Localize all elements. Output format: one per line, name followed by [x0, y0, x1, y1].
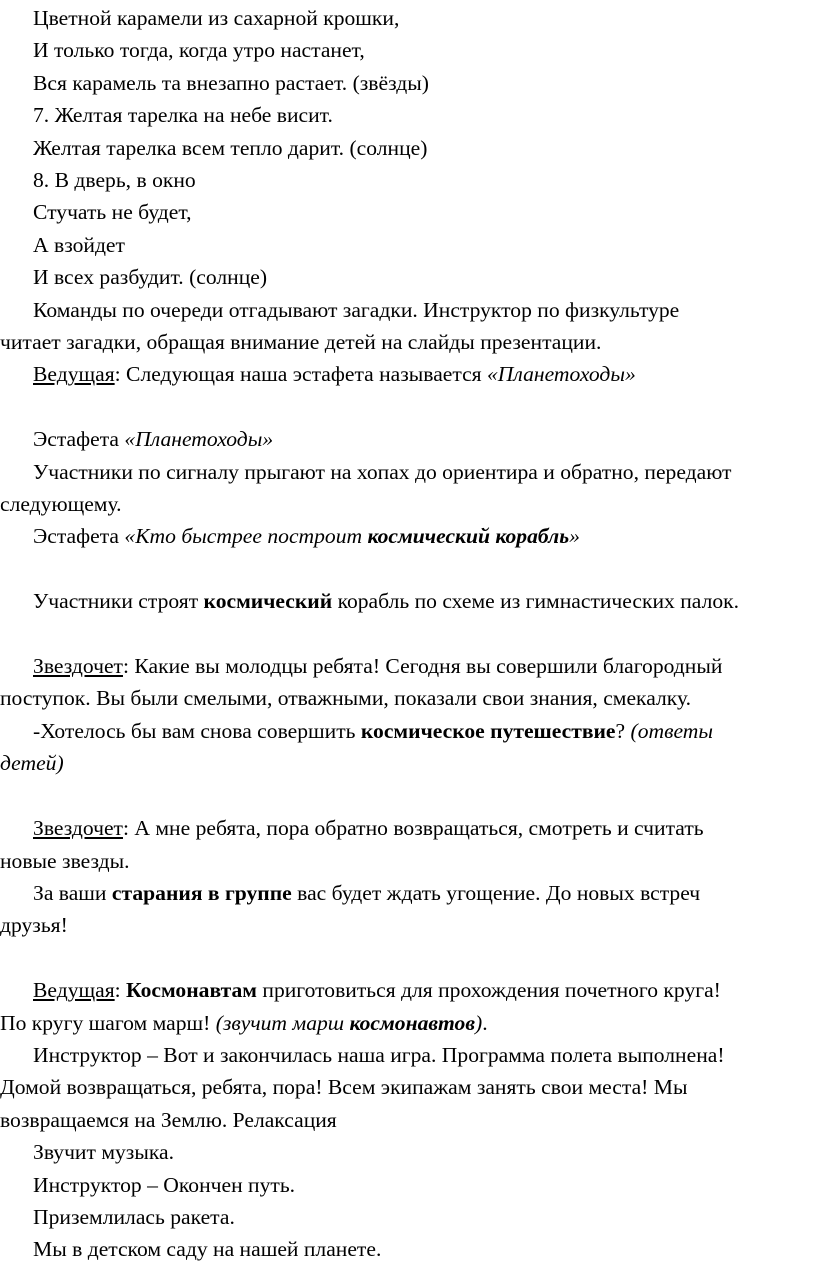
text-run: новые звезды. [0, 848, 130, 873]
text-line [0, 1007, 816, 1039]
empty-paragraph [0, 942, 816, 974]
text-run: корабль по схеме из гимнастических палок. [332, 589, 740, 614]
text-line [0, 1039, 816, 1071]
text-run: : [114, 978, 127, 1003]
text-run: : Какие вы молодцы ребята! Сегодня вы совершили благородный [122, 654, 723, 679]
text-run: Мы в детском саду на нашей планете. [33, 1237, 382, 1262]
text-line [0, 1104, 816, 1136]
text-line [0, 845, 816, 877]
paragraph [0, 585, 816, 617]
speaker-label: Ведущая [33, 362, 115, 387]
text-run: ? [615, 718, 631, 743]
text-run: Желтая тарелка всем тепло дарит. (солнце) [33, 135, 428, 160]
text-line [0, 1201, 816, 1233]
text-line [0, 358, 816, 390]
paragraph [0, 650, 816, 715]
text-run: космическое путешествие [360, 718, 616, 743]
paragraph [0, 423, 816, 455]
text-line [0, 423, 816, 455]
paragraph [0, 1136, 816, 1168]
text-line [0, 488, 816, 520]
paragraph [0, 132, 816, 164]
text-run: Эстафета [33, 524, 125, 549]
text-line [0, 229, 816, 261]
text-run: Приземлилась ракета. [33, 1204, 235, 1229]
text-run: «Планетоходы» [487, 362, 636, 387]
text-run: Космонавтам [126, 978, 257, 1003]
paragraph [0, 164, 816, 196]
paragraph [0, 812, 816, 877]
text-line [0, 99, 816, 131]
paragraph [0, 294, 816, 359]
paragraph [0, 229, 816, 261]
text-run: Эстафета [33, 427, 125, 452]
text-run: И только тогда, когда утро настанет, [33, 38, 365, 63]
text-run: -Хотелось бы вам снова совершить [33, 718, 361, 743]
text-run: : А мне ребята, пора обратно возвращаться, смотреть и считать [122, 816, 704, 841]
empty-paragraph [0, 780, 816, 812]
text-line [0, 682, 816, 714]
text-line [0, 974, 816, 1006]
text-run: друзья! [0, 913, 68, 938]
text-line [0, 520, 816, 552]
text-line [0, 585, 816, 617]
paragraph [0, 974, 816, 1039]
text-run: Участники по сигналу прыгают на хопах до ориентира и обратно, передают [33, 459, 732, 484]
text-run: По кругу шагом марш! [0, 1010, 216, 1035]
text-line [0, 747, 816, 779]
text-line [0, 456, 816, 488]
text-run: . [482, 1010, 488, 1035]
empty-paragraph [0, 618, 816, 650]
text-run: поступок. Вы были смелыми, отважными, показали свои знания, смекалку. [0, 686, 691, 711]
text-line [0, 650, 816, 682]
text-line [0, 261, 816, 293]
text-run: вас будет ждать угощение. До новых встреч [291, 880, 701, 905]
text-run: За ваши [33, 880, 112, 905]
text-run: Участники строят [33, 589, 204, 614]
text-line [0, 1136, 816, 1168]
text-line [0, 909, 816, 941]
text-run: Инструктор – Окончен путь. [33, 1172, 296, 1197]
empty-paragraph [0, 391, 816, 423]
text-line [0, 132, 816, 164]
text-run: читает загадки, обращая внимание детей на слайды презентации. [0, 330, 602, 355]
text-line [0, 1169, 816, 1201]
text-run: Стучать не будет, [33, 200, 192, 225]
text-run: возвращаемся на Землю. Релаксация [0, 1107, 337, 1132]
text-run: А взойдет [33, 232, 125, 257]
paragraph [0, 1233, 816, 1265]
text-run: 8. В дверь, в окно [33, 168, 196, 193]
text-run: приготовиться для прохождения почетного круга! [256, 978, 721, 1003]
text-run: «Планетоходы» [124, 427, 274, 452]
paragraph [0, 99, 816, 131]
text-line [0, 877, 816, 909]
text-run: (ответы [630, 718, 713, 743]
text-run: Цветной карамели из сахарной крошки, [33, 6, 400, 30]
text-line [0, 2, 816, 34]
text-run: следующему. [0, 492, 122, 517]
text-run: Инструктор – Вот и закончилась наша игра. Программа полета выполнена! [33, 1042, 725, 1067]
text-run: » [569, 524, 580, 549]
text-line [0, 164, 816, 196]
text-run: космонавтов [349, 1010, 475, 1035]
paragraph [0, 1169, 816, 1201]
paragraph [0, 261, 816, 293]
paragraph [0, 715, 816, 780]
paragraph [0, 67, 816, 99]
paragraph [0, 358, 816, 390]
text-line [0, 326, 816, 358]
paragraph [0, 34, 816, 66]
speaker-label: Ведущая [33, 978, 115, 1003]
paragraph [0, 456, 816, 521]
paragraph [0, 1039, 816, 1136]
text-run: детей) [0, 751, 64, 776]
text-run: (звучит марш [215, 1010, 350, 1035]
text-line [0, 67, 816, 99]
empty-paragraph [0, 553, 816, 585]
text-run: 7. Желтая тарелка на небе висит. [33, 103, 333, 128]
text-line [0, 1233, 816, 1265]
text-run: космический корабль [367, 524, 570, 549]
text-run: старания в группе [111, 880, 292, 905]
paragraph [0, 196, 816, 228]
text-line [0, 812, 816, 844]
paragraph [0, 1201, 816, 1233]
text-run: Домой возвращаться, ребята, пора! Всем экипажам занять свои места! Мы [0, 1075, 688, 1100]
text-line [0, 715, 816, 747]
text-run: Вся карамель та внезапно растает. (звёзды) [33, 70, 429, 95]
paragraph [0, 2, 816, 34]
text-run: И всех разбудит. (солнце) [33, 265, 268, 290]
text-run: : Следующая наша эстафета называется [114, 362, 487, 387]
text-line [0, 196, 816, 228]
speaker-label: Звездочет [33, 654, 123, 679]
paragraph [0, 877, 816, 942]
paragraph [0, 520, 816, 552]
text-line [0, 34, 816, 66]
text-run: ) [474, 1010, 483, 1035]
text-line [0, 1071, 816, 1103]
text-run: «Кто быстрее построит [124, 524, 368, 549]
text-run: космический [203, 589, 333, 614]
text-run: Звучит музыка. [33, 1140, 174, 1165]
text-line [0, 294, 816, 326]
text-run: Команды по очереди отгадывают загадки. Инструктор по физкультуре [33, 297, 680, 322]
speaker-label: Звездочет [33, 816, 123, 841]
